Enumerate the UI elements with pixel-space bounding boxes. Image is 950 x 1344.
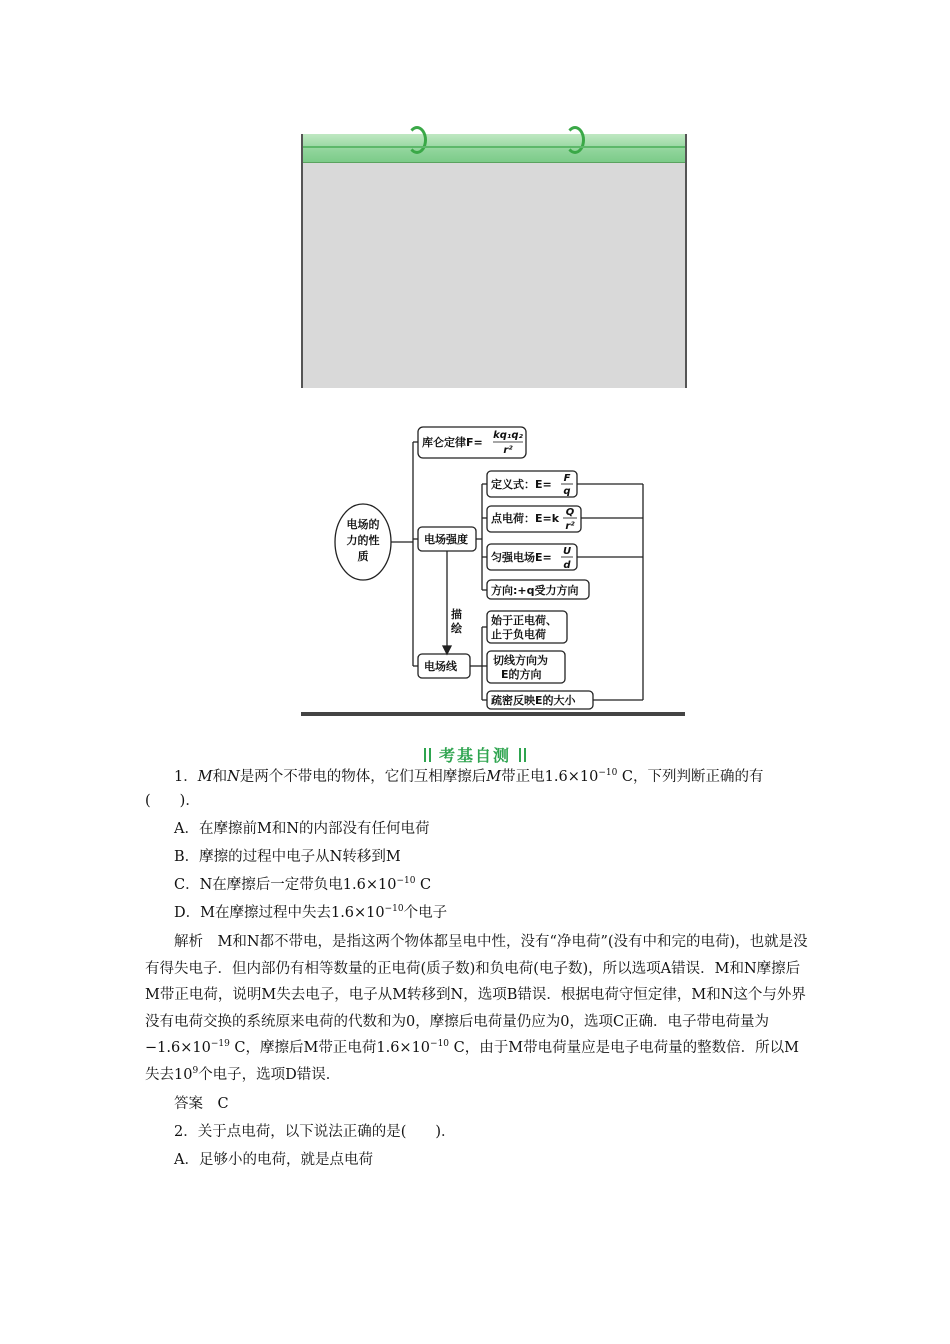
line-start-2: 止于负电荷 [491, 628, 546, 641]
section-title [0, 743, 950, 766]
option-b: B．摩擦的过程中电子从N转移到M [174, 849, 401, 865]
concept-map [301, 408, 683, 718]
root-line-1: 电场的 [346, 518, 380, 531]
question-1 [145, 765, 810, 1172]
uniform-num: U [562, 546, 572, 557]
coulomb-label: 库仑定律F= [422, 436, 483, 449]
ring-icon [407, 126, 427, 154]
notebook-binding [303, 134, 685, 163]
root-line-2: 力的性 [346, 534, 380, 547]
describe-1: 描 [451, 608, 462, 621]
density-label: 疏密反映E的大小 [491, 694, 576, 707]
field-strength-label: 电场强度 [424, 533, 468, 546]
describe-2: 绘 [451, 622, 462, 635]
definition-num: F [563, 473, 571, 484]
analysis: 解析 M和N都不带电，是指这两个物体都呈电中性，没有“净电荷”(没有中和完的电荷)，也就是没有得失电子．但内部仍有相等数量的正电荷(质子数)和负电荷(电子数)，所以选项A错误．M和N摩擦后M带正电荷，说明M失去电子，电子从M转移到N，选项B错误．根据电荷守恒定律，M和N这个与外界没有电荷交换的系统原来电荷的代数和为0，摩擦后电荷量仍应为0，选项C正确．电子带电荷量为$-1.6\times 10^{-19}$ C，摩擦后M带正电荷$1.6\times 10^{-10}$ C，由于M带电荷量应是电子电荷量的整数倍．所以M失去$10^9$个电子，选项D错误． [145, 934, 808, 1083]
direction-label: 方向:+q受力方向 [491, 584, 579, 597]
question-2-stem: 2．关于点电荷，以下说法正确的是( )． [174, 1124, 456, 1140]
point-charge-den: r² [565, 521, 575, 532]
question-1-stem: 1．M和N是两个不带电的物体，它们互相摩擦后M带正电$1.6\times 10^{-10}$ C，下列判断正确的有( )． [145, 768, 764, 809]
question-2-option-a: A．足够小的电荷，就是点电荷 [174, 1152, 373, 1168]
option-d: D．M在摩擦过程中失去$1.6\times 10^{-10}$个电子 [174, 904, 448, 921]
tangent-2: E的方向 [501, 668, 542, 681]
root-line-3: 质 [357, 550, 369, 563]
coulomb-num: kq₁q₂ [493, 430, 523, 441]
point-charge-label: 点电荷：E=k [491, 512, 560, 525]
line-start-1: 始于正电荷、 [491, 614, 557, 627]
notebook-frame [301, 134, 687, 388]
tangent-1: 切线方向为 [493, 654, 548, 667]
option-c: C．N在摩擦后一定带负电$1.6\times 10^{-10}$ C [174, 876, 432, 893]
ring-icon [565, 126, 585, 154]
section-title-text: 考基自测 [438, 746, 511, 765]
point-charge-num: Q [565, 507, 575, 518]
definition-label: 定义式：E= [491, 478, 552, 491]
coulomb-den: r² [503, 445, 513, 456]
uniform-label: 匀强电场E= [491, 551, 552, 564]
notebook-bottom-bar [301, 712, 685, 716]
definition-den: q [563, 486, 571, 497]
option-a: A．在摩擦前M和N的内部没有任何电荷 [174, 821, 430, 837]
concept-map-diagram [301, 408, 683, 718]
uniform-den: d [563, 560, 571, 571]
answer: 答案 C [174, 1096, 229, 1112]
field-line-label: 电场线 [424, 660, 457, 673]
